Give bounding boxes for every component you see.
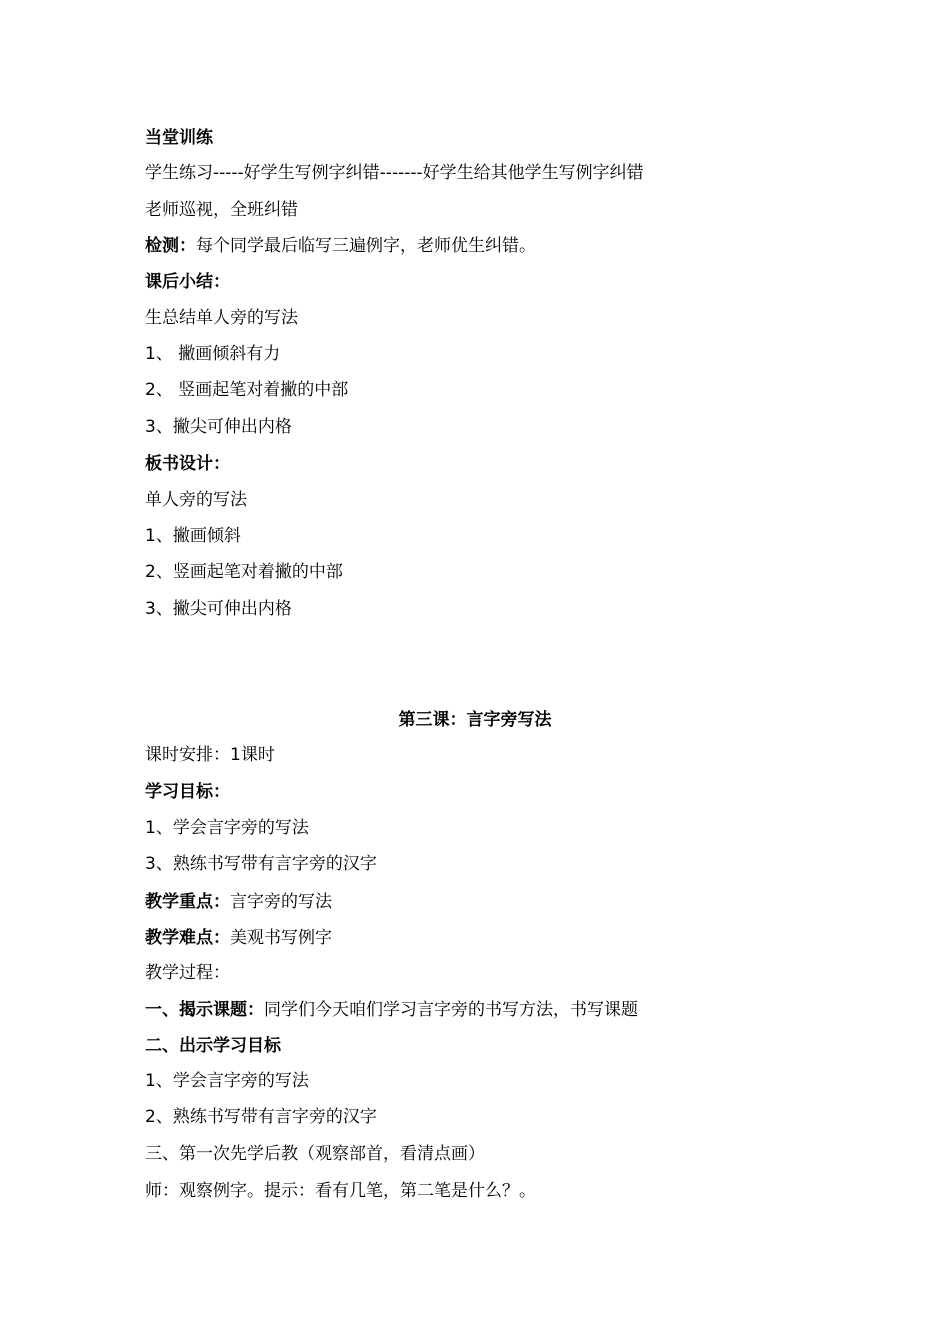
test-paragraph [145,234,536,258]
difficulty-text: 美观书写例字 [230,928,332,948]
difficulty-label: 教学难点： [145,928,230,948]
goal-item: 3、熟练书写带有言字旁的汉字 [145,854,377,874]
summary-point: 3、撇尖可伸出内格 [145,417,292,437]
summary-point: 2、 竖画起笔对着撇的中部 [145,380,349,400]
step3-heading: 三、第一次先学后教（观察部首，看清点画） [145,1144,485,1164]
step2-point: 2、熟练书写带有言字旁的汉字 [145,1107,377,1127]
practice-flow: 学生练习-----好学生写例字纠错-------好学生给其他学生写例字纠错 [145,163,644,183]
key-label: 教学重点： [145,892,230,912]
step2-heading: 二、出示学习目标 [145,1036,281,1056]
key-point-paragraph [145,890,332,914]
board-heading: 板书设计： [145,454,230,474]
step1-paragraph [145,998,638,1022]
summary-point: 1、 撇画倾斜有力 [145,344,281,364]
teacher-patrol: 老师巡视，全班纠错 [145,200,298,220]
board-title: 单人旁的写法 [145,490,247,510]
process-label: 教学过程： [145,963,230,983]
test-label: 检测： [145,236,196,256]
schedule: 课时安排：1课时 [145,745,275,765]
teacher-prompt: 师：观察例字。提示：看有几笔，第二笔是什么？。 [145,1181,536,1201]
summary-intro: 生总结单人旁的写法 [145,308,298,328]
goals-heading: 学习目标： [145,782,230,802]
practice-heading: 当堂训练 [145,128,213,148]
step1-label: 一、揭示课题： [145,1000,264,1020]
test-text: 每个同学最后临写三遍例字，老师优生纠错。 [196,236,536,256]
difficulty-paragraph [145,926,332,950]
board-point: 3、撇尖可伸出内格 [145,599,292,619]
summary-heading: 课后小结： [145,272,230,292]
goal-item: 1、学会言字旁的写法 [145,818,309,838]
key-text: 言字旁的写法 [230,892,332,912]
lesson-title: 第三课：言字旁写法 [398,710,552,730]
step1-text: 同学们今天咱们学习言字旁的书写方法，书写课题 [264,1000,638,1020]
step2-point: 1、学会言字旁的写法 [145,1071,309,1091]
board-point: 1、撇画倾斜 [145,526,241,546]
board-point: 2、竖画起笔对着撇的中部 [145,562,343,582]
